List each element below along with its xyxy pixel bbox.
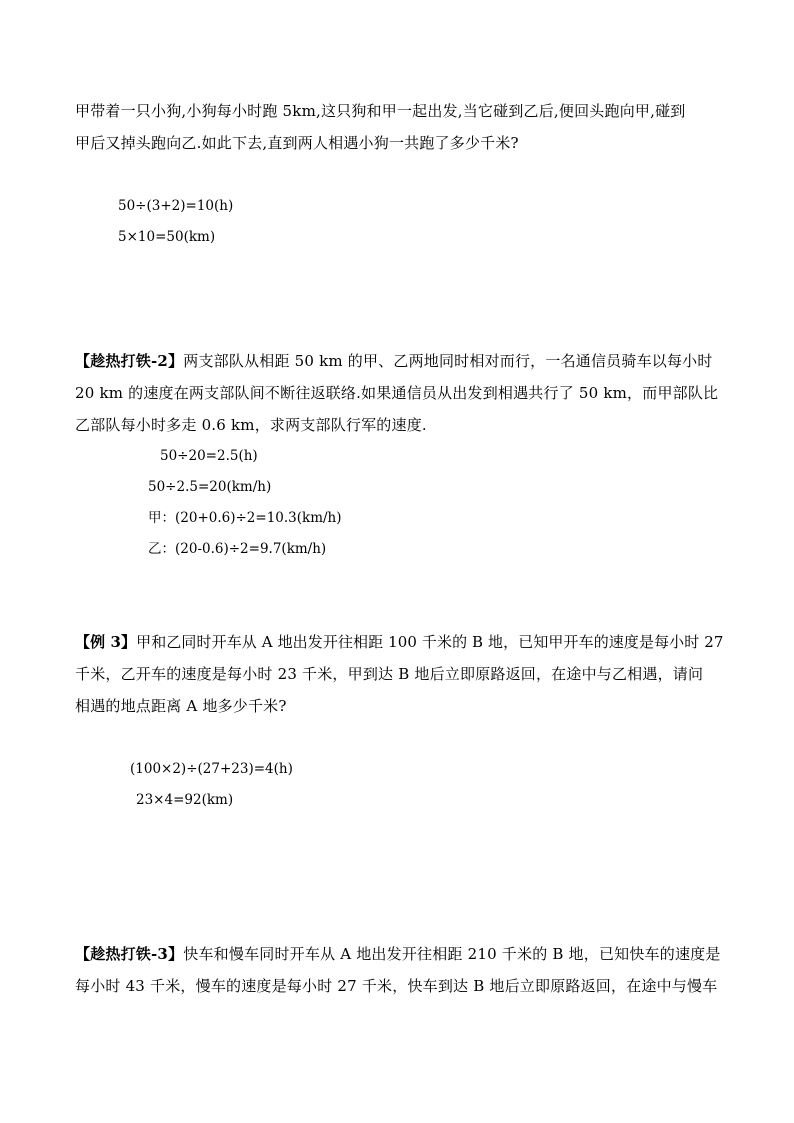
problem-3-line-1-text: 快车和慢车同时开车从 A 地出发开往相距 210 千米的 B 地，已知快车的速度是: [183, 945, 721, 963]
problem-2-line-3: 乙部队每小时多走 0.6 km，求两支部队行军的速度.: [75, 416, 427, 434]
problem-3-tag: 【趁热打铁-3】: [75, 945, 184, 963]
problem-intro-line-2: 甲后又掉头跑向乙.如此下去,直到两人相遇小狗一共跑了多少千米?: [75, 134, 519, 152]
problem-3-line-2: 每小时 43 千米，慢车的速度是每小时 27 千米，快车到达 B 地后立即原路返回，在途中与慢车: [75, 977, 718, 995]
example-3-line-1-text: 甲和乙同时开车从 A 地出发开往相距 100 千米的 B 地，已知甲开车的速度是每小时 27: [136, 633, 724, 651]
problem-2-calc-3: 甲：(20+0.6)÷2=10.3(km/h): [148, 510, 342, 526]
example-3-line-2: 千米，乙开车的速度是每小时 23 千米，甲到达 B 地后立即原路返回，在途中与乙相遇，请问: [75, 665, 704, 683]
problem-2-tag: 【趁热打铁-2】: [75, 352, 184, 370]
example-3-line-1: [75, 632, 724, 652]
problem-2-line-1-text: 两支部队从相距 50 km 的甲、乙两地同时相对而行，一名通信员骑车以每小时: [183, 352, 713, 370]
problem-intro-line-1: 甲带着一只小狗,小狗每小时跑 5km,这只狗和甲一起出发,当它碰到乙后,便回头跑向甲,碰到: [75, 102, 686, 120]
example-3-calc-1: (100×2)÷(27+23)=4(h): [130, 761, 293, 777]
problem-intro-calc-2: 5×10=50(km): [118, 229, 216, 245]
problem-2-calc-1: 50÷20=2.5(h): [160, 448, 258, 464]
problem-3-line-1: [75, 944, 721, 964]
example-3-tag: 【例 3】: [75, 633, 137, 651]
problem-intro-calc-1: 50÷(3+2)=10(h): [118, 198, 234, 214]
example-3-calc-2: 23×4=92(km): [136, 792, 234, 808]
problem-2-line-2: 20 km 的速度在两支部队间不断往返联络.如果通信员从出发到相遇共行了 50 km，而甲部队比: [75, 384, 719, 402]
problem-2-calc-4: 乙：(20-0.6)÷2=9.7(km/h): [148, 541, 327, 557]
problem-2-calc-2: 50÷2.5=20(km/h): [148, 479, 272, 495]
problem-2-line-1: [75, 351, 713, 371]
example-3-line-3: 相遇的地点距离 A 地多少千米?: [75, 697, 287, 715]
